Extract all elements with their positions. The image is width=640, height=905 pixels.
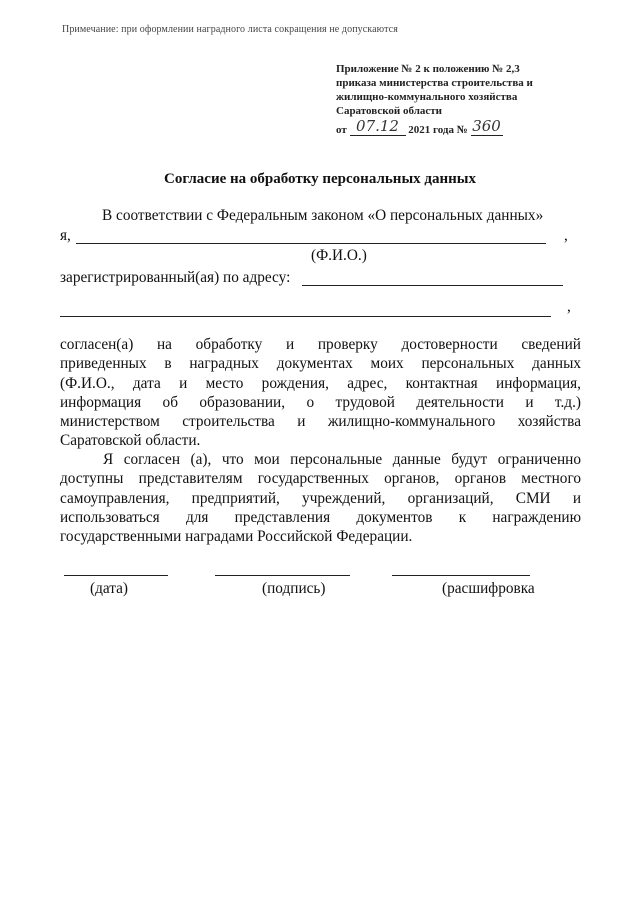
paragraph-2-line-5: государственными наградами Российской Федерации. bbox=[60, 528, 413, 546]
paragraph-2-line-2: доступны представителям государственных органов, органов местного bbox=[60, 470, 581, 488]
document-title: Согласие на обработку персональных данных bbox=[163, 171, 476, 187]
appendix-date-line bbox=[336, 119, 503, 138]
date-prefix: от bbox=[336, 124, 347, 136]
paragraph-1-line-1: согласен(а) на обработку и проверку достоверности сведений bbox=[60, 336, 581, 353]
appendix-line-2: приказа министерства строительства и bbox=[336, 77, 533, 89]
appendix-line-4: Саратовской области bbox=[336, 105, 443, 117]
sign-signature-line bbox=[215, 575, 350, 576]
ya-label: я, bbox=[60, 227, 71, 244]
date-label: (дата) bbox=[90, 580, 129, 597]
address-field-line-1 bbox=[302, 285, 563, 286]
appendix-line-3: жилищно-коммунального хозяйства bbox=[336, 91, 518, 103]
handwritten-date: 07.12 bbox=[356, 117, 399, 135]
usage-note: Примечание: при оформлении наградного листа сокращения не допускаются bbox=[62, 24, 398, 35]
decode-label: (расшифровка bbox=[442, 580, 535, 597]
appendix-line-1: Приложение № 2 к положению № 2,3 bbox=[336, 63, 520, 75]
paragraph-2-line-3: самоуправления, предприятий, учреждений, организаций, СМИ и bbox=[60, 489, 581, 507]
paragraph-1-line-6: Саратовской области. bbox=[60, 432, 201, 450]
consent-paragraph-1 bbox=[60, 335, 581, 451]
fio-hint: (Ф.И.О.) bbox=[311, 247, 367, 264]
intro-text: В соответствии с Федеральным законом «О персональных данных» bbox=[102, 207, 544, 224]
date-year-number: 2021 года № bbox=[408, 124, 468, 136]
paragraph-1-line-2: приведенных в наградных документах моих персональных данных bbox=[60, 355, 581, 373]
handwritten-number: 360 bbox=[472, 117, 501, 135]
decode-signature-line bbox=[392, 575, 530, 576]
address-field-line-2 bbox=[60, 316, 551, 317]
paragraph-2-line-4: использоваться для представления документов к награждению bbox=[60, 508, 581, 526]
fio-field-line bbox=[76, 243, 546, 244]
comma-after-address: , bbox=[567, 298, 571, 315]
paragraph-1-line-4: информация об образовании, о трудовой деятельности и т.д.) bbox=[60, 393, 581, 411]
comma-after-fio: , bbox=[564, 227, 568, 244]
sign-label: (подпись) bbox=[262, 580, 326, 597]
paragraph-1-line-5: министерством строительства и жилищно-коммунального хозяйства bbox=[60, 413, 581, 431]
paragraph-2-line-1: Я согласен (а), что мои персональные данные будут ограниченно bbox=[103, 451, 581, 468]
date-signature-line bbox=[64, 575, 168, 576]
consent-paragraph-2 bbox=[60, 450, 581, 546]
address-label: зарегистрированный(ая) по адресу: bbox=[60, 269, 291, 286]
paragraph-1-line-3: (Ф.И.О., дата и место рождения, адрес, контактная информация, bbox=[60, 374, 581, 392]
